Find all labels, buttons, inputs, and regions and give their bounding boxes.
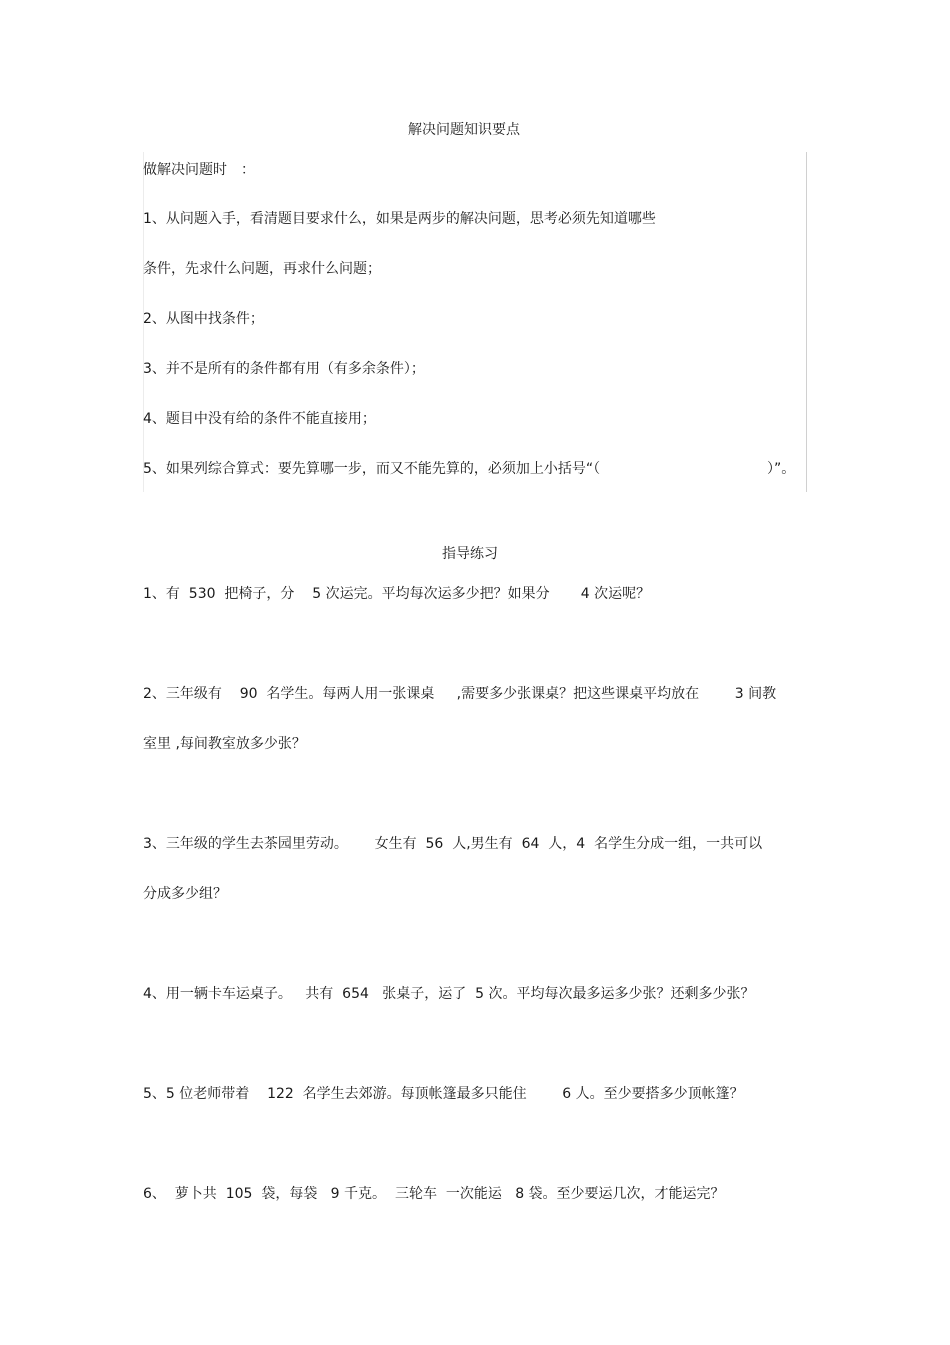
practice-question: 1、有 530 把椅子，分 5 次运完。平均每次运多少把？如果分 4 次运呢？ (143, 586, 651, 602)
intro-line: 做解决问题时 ： (143, 162, 255, 178)
practice-question: 2、三年级有 90 名学生。每两人用一张课桌 ,需要多少张课桌？把这些课桌平均放在 3 间教 (143, 686, 777, 702)
point-item: 5、如果列综合算式：要先算哪一步，而又不能先算的，必须加上小括号“（ (143, 461, 601, 477)
point-item-end: ）”。 (767, 461, 796, 477)
section-title: 解决问题知识要点 (408, 122, 520, 138)
practice-question: 3、三年级的学生去茶园里劳动。 女生有 56 人,男生有 64 人，4 名学生分成一组，一共可以 (143, 836, 763, 852)
point-item: 4、题目中没有给的条件不能直接用； (143, 411, 376, 427)
point-item: 条件，先求什么问题，再求什么问题； (143, 261, 381, 277)
point-item: 3、并不是所有的条件都有用（有多余条件）； (143, 361, 425, 377)
practice-title: 指导练习 (442, 546, 498, 562)
practice-question: 5、5 位老师带着 122 名学生去郊游。每顶帐篷最多只能住 6 人。至少要搭多少顶帐篷？ (143, 1086, 744, 1102)
practice-question: 6、 萝卜共 105 袋，每袋 9 千克。 三轮车 一次能运 8 袋。至少要运几次，才能运完？ (143, 1186, 725, 1202)
practice-question: 室里 ,每间教室放多少张？ (143, 736, 306, 752)
point-item: 1、从问题入手，看清题目要求什么，如果是两步的解决问题，思考必须先知道哪些 (143, 211, 656, 227)
frame-right-border (806, 152, 807, 492)
practice-question: 4、用一辆卡车运桌子。 共有 654 张桌子，运了 5 次。平均每次最多运多少张？还剩多少张？ (143, 986, 755, 1002)
practice-question: 分成多少组？ (143, 886, 227, 902)
point-item: 2、从图中找条件； (143, 311, 264, 327)
